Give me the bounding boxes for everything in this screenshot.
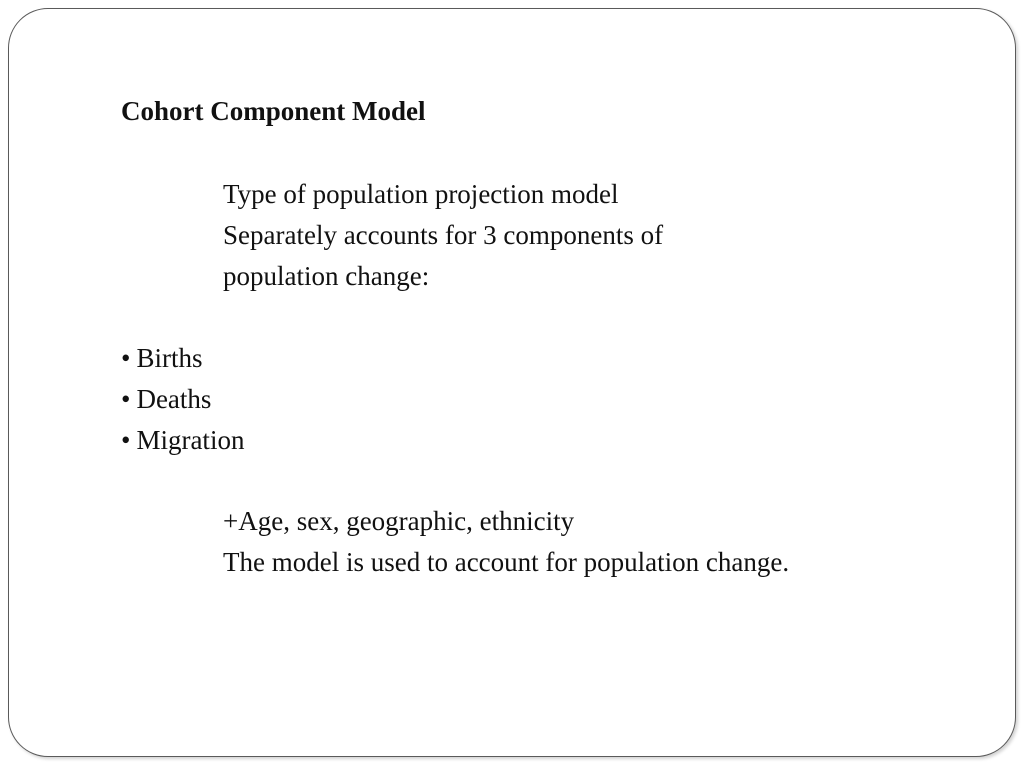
closing-line: +Age, sex, geographic, ethnicity (223, 506, 575, 536)
intro-line: population change: (223, 261, 430, 291)
intro-line: Type of population projection model (223, 179, 619, 209)
intro-text-block (223, 174, 663, 297)
bullet-icon: • (121, 384, 131, 414)
bullet-item-migration (121, 420, 244, 461)
bullet-item-deaths (121, 379, 244, 420)
bullet-label: Migration (136, 425, 245, 455)
slide-title: Cohort Component Model (121, 96, 426, 126)
closing-text-block (223, 501, 789, 583)
bullet-icon: • (121, 343, 131, 373)
slide-frame (8, 8, 1016, 757)
bullet-label: Births (136, 343, 203, 373)
bullet-label: Deaths (136, 384, 212, 414)
bullet-list (121, 338, 244, 461)
bullet-icon: • (121, 425, 131, 455)
bullet-item-births (121, 338, 244, 379)
closing-line: The model is used to account for population change. (223, 547, 790, 577)
intro-line: Separately accounts for 3 components of (223, 220, 664, 250)
